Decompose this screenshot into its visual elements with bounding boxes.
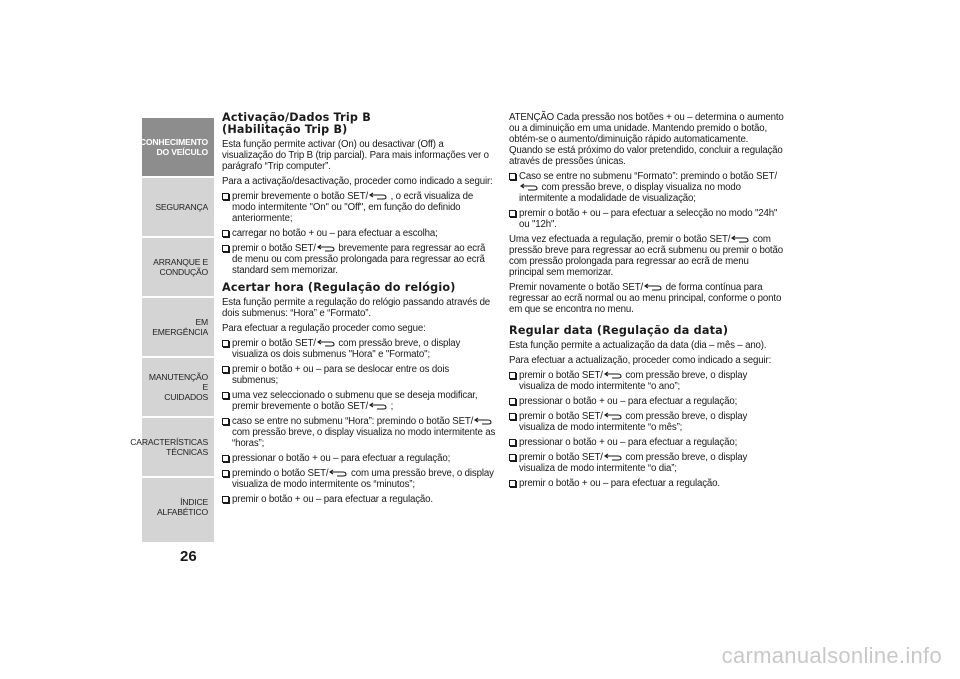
watermark: carmanualsonline.info — [721, 643, 942, 668]
return-arrow-icon — [329, 469, 347, 477]
return-arrow-icon — [731, 235, 749, 243]
chapter-sidebar — [130, 118, 214, 542]
list-item-text: com pressão breve, o display visualiza de modo intermitente “o ano”; — [519, 370, 748, 392]
list-item-text: com pressão breve, o display visualiza no modo intermitente a modalidade de visualização; — [519, 182, 741, 204]
tab-label: EM EMERGÊNCIA — [152, 317, 208, 337]
list-item-text: pressionar o botão + ou – para efectuar a regulação; — [519, 396, 738, 407]
return-arrow-icon — [604, 371, 622, 379]
return-arrow-icon — [520, 183, 538, 191]
paragraph-text: com pressão breve para regressar ao ecrã submenu ou premir o botão com pressão prolongada para regressar ao ecrã de menu principal sem memorizar. — [509, 234, 783, 278]
section-title-regular-data: Regular data (Regulação da data) — [509, 324, 729, 337]
return-arrow-icon — [644, 283, 662, 291]
list-item-text: , o ecrã visualiza de modo intermitente "On" ou "Off", em função do definido anteriormente; — [232, 191, 474, 224]
list-item — [222, 468, 497, 490]
list-item-text: Caso se entre no submenu “Formato”: premindo o botão SET/ — [519, 171, 777, 182]
left-column — [222, 112, 497, 509]
list-item-text: premir o botão SET/ — [232, 243, 316, 254]
list-item — [509, 478, 784, 489]
list-item-text: pressionar o botão + ou – para efectuar a regulação; — [232, 453, 451, 464]
list-item-text: carregar no botão + ou – para efectuar a escolha; — [232, 228, 438, 239]
tab-label: MANUTENÇÃO E CUIDADOS — [148, 372, 208, 402]
list-item-text: com pressão breve, o display visualiza os dois submenus "Hora" e "Formato"; — [232, 338, 461, 360]
tab-seguranca[interactable] — [142, 178, 214, 236]
section-title-acertar-hora: Acertar hora (Regulação do relógio) — [222, 281, 456, 294]
paragraph — [509, 234, 784, 278]
list-item-text: premir o botão + ou – para efectuar a regulação. — [519, 478, 720, 489]
page-number: 26 — [180, 548, 197, 565]
paragraph-text: Premir novamente o botão SET/ — [509, 282, 644, 293]
paragraph: Esta função permite a actualização da data (dia – mês – ano). — [509, 340, 767, 351]
list-item — [509, 171, 784, 204]
list-item — [509, 208, 784, 230]
paragraph-attention: ATENÇÃO Cada pressão nos botões + ou – determina o aumento ou a diminuição em uma unidade. Mantendo premido o botão, obtém-se o aumento/diminuição rápido automaticamente. Quando se está próximo do valor pretendido, concluir a regulação através de pressões únicas. — [509, 112, 784, 167]
list-item-text: uma vez seleccionado o submenu que se deseja modificar, premir brevemente o botão SET/ — [232, 390, 478, 412]
tab-em-emergencia[interactable] — [142, 298, 214, 356]
list-item — [222, 364, 497, 386]
list-item-text: premir brevemente o botão SET/ — [232, 191, 369, 202]
list-item-text: com uma pressão breve, o display visualiza de modo intermitente os “minutos”; — [232, 468, 494, 490]
paragraph: Esta função permite activar (On) ou desactivar (Off) a visualização do Trip B (trip parcial). Para mais informações ver o parágrafo “Trip computer”. — [222, 139, 489, 172]
list-item — [222, 243, 497, 276]
list-item-text: com pressão breve, o display visualiza de modo intermitente “o mês”; — [519, 411, 748, 433]
right-column — [509, 112, 784, 493]
tab-label: ARRANQUE E CONDUÇÃO — [153, 257, 208, 277]
list-item — [509, 452, 784, 474]
return-arrow-icon — [604, 453, 622, 461]
list-item-text: premir o botão SET/ — [519, 370, 603, 381]
paragraph: Para efectuar a regulação proceder como segue: — [222, 323, 426, 334]
list-item-text: premir o botão + ou – para se deslocar entre os dois submenus; — [232, 364, 450, 386]
list-item — [222, 228, 497, 239]
list-item — [222, 453, 497, 464]
paragraph — [509, 282, 784, 315]
list-item-text: pressionar o botão + ou – para efectuar a regulação; — [519, 437, 738, 448]
list-item-text: caso se entre no submenu “Hora”: premindo o botão SET/ — [232, 416, 474, 427]
list-item — [222, 191, 497, 224]
list-item-text: premir o botão + ou – para efectuar a regulação. — [232, 494, 433, 505]
list-item-text: premir o botão SET/ — [519, 452, 603, 463]
paragraph-text: Uma vez efectuada a regulação, premir o botão SET/ — [509, 234, 731, 245]
section-title-line: (Habilitação Trip B) — [222, 123, 348, 136]
tab-label: ÍNDICE ALFABÉTICO — [156, 497, 208, 517]
tab-label: CONHECIMENTO DO VEÍCULO — [139, 137, 208, 157]
tab-label: CARACTERÍSTICAS TÉCNICAS — [130, 437, 208, 457]
tab-indice-alfabetico[interactable] — [142, 478, 214, 536]
list-item — [509, 396, 784, 407]
list-item — [509, 411, 784, 433]
return-arrow-icon — [474, 417, 492, 425]
list-item — [222, 338, 497, 360]
return-arrow-icon — [369, 192, 387, 200]
paragraph-text: de forma contínua para regressar ao ecrã normal ou ao menu principal, conforme o ponto em que se encontra no menu. — [509, 282, 782, 315]
tab-label: SEGURANÇA — [155, 202, 208, 212]
list-item-text: premir o botão + ou – para efectuar a selecção no modo "24h" ou "12h". — [519, 208, 778, 230]
list-item-text: com pressão breve, o display visualiza no modo intermitente as “horas”; — [232, 427, 496, 449]
list-item — [222, 416, 497, 449]
tab-arranque-e-conducao[interactable] — [142, 238, 214, 296]
return-arrow-icon — [317, 244, 335, 252]
tab-caracteristicas-tecnicas[interactable] — [130, 418, 214, 476]
return-arrow-icon — [604, 412, 622, 420]
list-item-text: premindo o botão SET/ — [232, 468, 329, 479]
list-item — [222, 494, 497, 505]
list-item — [222, 390, 497, 412]
paragraph: Para efectuar a actualização, proceder como indicado a seguir: — [509, 355, 772, 366]
return-arrow-icon — [317, 339, 335, 347]
list-item-text: ; — [388, 401, 394, 412]
paragraph: Esta função permite a regulação do relógio passando através de dois submenus: “Hora” e “Formato”. — [222, 297, 491, 319]
section-title-line: Activação/Dados Trip B — [222, 111, 371, 124]
list-item-text: com pressão breve, o display visualiza de modo intermitente “o dia”; — [519, 452, 748, 474]
section-title-trip-b — [222, 112, 497, 136]
tab-manutencao-e-cuidados[interactable] — [142, 358, 214, 416]
list-item-text: premir o botão SET/ — [232, 338, 316, 349]
paragraph: Para a activação/desactivação, proceder como indicado a seguir: — [222, 176, 493, 187]
return-arrow-icon — [369, 402, 387, 410]
list-item-text: brevemente para regressar ao ecrã de menu ou com pressão prolongada para regressar ao ecrã standard sem memorizar. — [232, 243, 486, 276]
list-item — [509, 370, 784, 392]
tab-conhecimento-do-veiculo[interactable] — [139, 118, 214, 176]
list-item-text: premir o botão SET/ — [519, 411, 603, 422]
list-item — [509, 437, 784, 448]
